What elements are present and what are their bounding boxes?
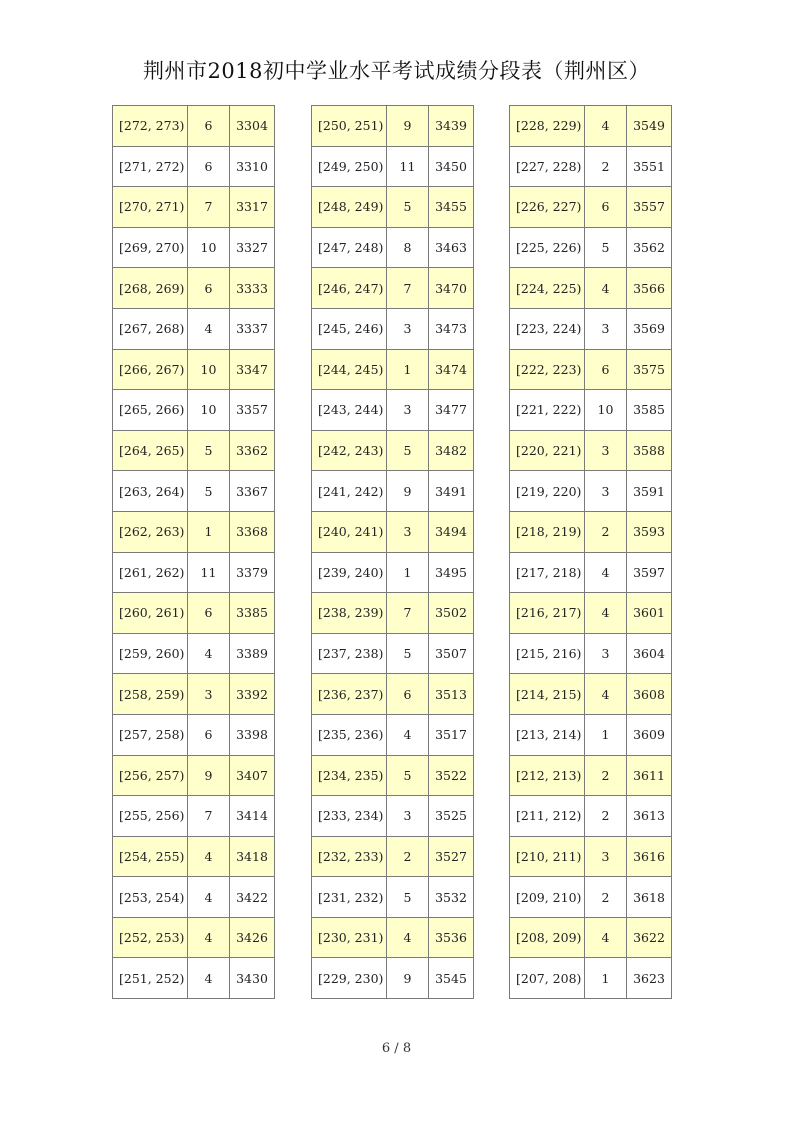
cumulative-cell: 3623 — [627, 958, 672, 999]
cumulative-cell: 3551 — [627, 146, 672, 187]
count-cell: 3 — [387, 796, 429, 837]
score-range-cell: [210, 211) — [510, 836, 585, 877]
table-row — [510, 187, 672, 228]
count-cell: 2 — [585, 796, 627, 837]
score-range-cell: [245, 246) — [312, 308, 387, 349]
count-cell: 1 — [387, 349, 429, 390]
score-range-cell: [225, 226) — [510, 227, 585, 268]
table-row — [312, 106, 474, 147]
table-row — [312, 796, 474, 837]
count-cell: 6 — [188, 593, 230, 634]
score-range-cell: [256, 257) — [113, 755, 188, 796]
score-range-cell: [255, 256) — [113, 796, 188, 837]
count-cell: 7 — [387, 268, 429, 309]
cumulative-cell: 3545 — [429, 958, 474, 999]
cumulative-cell: 3470 — [429, 268, 474, 309]
cumulative-cell: 3618 — [627, 877, 672, 918]
cumulative-cell: 3474 — [429, 349, 474, 390]
cumulative-cell: 3609 — [627, 714, 672, 755]
count-cell: 4 — [188, 836, 230, 877]
table-row — [510, 430, 672, 471]
table-row — [312, 268, 474, 309]
count-cell: 5 — [387, 755, 429, 796]
cumulative-cell: 3601 — [627, 593, 672, 634]
score-range-cell: [234, 235) — [312, 755, 387, 796]
cumulative-cell: 3414 — [230, 796, 275, 837]
score-range-cell: [208, 209) — [510, 917, 585, 958]
count-cell: 4 — [188, 308, 230, 349]
table-row — [113, 674, 275, 715]
score-range-cell: [232, 233) — [312, 836, 387, 877]
cumulative-cell: 3398 — [230, 714, 275, 755]
score-range-cell: [240, 241) — [312, 511, 387, 552]
table-row — [113, 268, 275, 309]
cumulative-cell: 3407 — [230, 755, 275, 796]
score-range-cell: [223, 224) — [510, 308, 585, 349]
cumulative-cell: 3310 — [230, 146, 275, 187]
count-cell: 4 — [585, 106, 627, 147]
score-range-cell: [235, 236) — [312, 714, 387, 755]
cumulative-cell: 3495 — [429, 552, 474, 593]
score-range-cell: [231, 232) — [312, 877, 387, 918]
count-cell: 5 — [387, 430, 429, 471]
table-row — [510, 146, 672, 187]
count-cell: 11 — [188, 552, 230, 593]
table-row — [510, 633, 672, 674]
cumulative-cell: 3385 — [230, 593, 275, 634]
cumulative-cell: 3367 — [230, 471, 275, 512]
count-cell: 11 — [387, 146, 429, 187]
score-table-1 — [112, 105, 275, 999]
count-cell: 3 — [188, 674, 230, 715]
score-range-cell: [222, 223) — [510, 349, 585, 390]
score-range-cell: [243, 244) — [312, 390, 387, 431]
cumulative-cell: 3494 — [429, 511, 474, 552]
table-row — [312, 917, 474, 958]
count-cell: 7 — [188, 796, 230, 837]
count-cell: 1 — [585, 958, 627, 999]
table-row — [312, 146, 474, 187]
table-row — [113, 877, 275, 918]
score-range-cell: [219, 220) — [510, 471, 585, 512]
count-cell: 10 — [188, 390, 230, 431]
score-range-cell: [215, 216) — [510, 633, 585, 674]
count-cell: 4 — [585, 268, 627, 309]
score-range-cell: [242, 243) — [312, 430, 387, 471]
cumulative-cell: 3613 — [627, 796, 672, 837]
table-row — [312, 471, 474, 512]
table-row — [312, 552, 474, 593]
cumulative-cell: 3379 — [230, 552, 275, 593]
table-row — [113, 714, 275, 755]
table-row — [113, 146, 275, 187]
cumulative-cell: 3463 — [429, 227, 474, 268]
count-cell: 8 — [387, 227, 429, 268]
score-range-cell: [238, 239) — [312, 593, 387, 634]
table-row — [312, 755, 474, 796]
table-row — [510, 836, 672, 877]
score-range-cell: [221, 222) — [510, 390, 585, 431]
score-range-cell: [246, 247) — [312, 268, 387, 309]
score-range-cell: [251, 252) — [113, 958, 188, 999]
cumulative-cell: 3491 — [429, 471, 474, 512]
count-cell: 6 — [188, 268, 230, 309]
count-cell: 4 — [585, 593, 627, 634]
count-cell: 3 — [585, 430, 627, 471]
cumulative-cell: 3304 — [230, 106, 275, 147]
count-cell: 6 — [188, 106, 230, 147]
score-range-cell: [253, 254) — [113, 877, 188, 918]
cumulative-cell: 3566 — [627, 268, 672, 309]
score-range-cell: [241, 242) — [312, 471, 387, 512]
table-row — [510, 917, 672, 958]
count-cell: 2 — [387, 836, 429, 877]
table-row — [510, 106, 672, 147]
count-cell: 1 — [387, 552, 429, 593]
table-row — [312, 227, 474, 268]
table-row — [113, 187, 275, 228]
count-cell: 4 — [585, 917, 627, 958]
table-row — [312, 633, 474, 674]
score-range-cell: [213, 214) — [510, 714, 585, 755]
table-row — [312, 430, 474, 471]
count-cell: 6 — [188, 714, 230, 755]
score-range-cell: [272, 273) — [113, 106, 188, 147]
count-cell: 2 — [585, 511, 627, 552]
count-cell: 6 — [387, 674, 429, 715]
table-row — [113, 552, 275, 593]
count-cell: 10 — [188, 227, 230, 268]
cumulative-cell: 3591 — [627, 471, 672, 512]
table-row — [510, 227, 672, 268]
score-range-cell: [237, 238) — [312, 633, 387, 674]
score-range-cell: [252, 253) — [113, 917, 188, 958]
table-row — [113, 430, 275, 471]
cumulative-cell: 3362 — [230, 430, 275, 471]
page-number: 6 / 8 — [381, 1041, 412, 1056]
table-row — [312, 877, 474, 918]
cumulative-cell: 3430 — [230, 958, 275, 999]
table-row — [113, 349, 275, 390]
table-row — [113, 106, 275, 147]
score-range-cell: [264, 265) — [113, 430, 188, 471]
score-range-cell: [220, 221) — [510, 430, 585, 471]
count-cell: 3 — [585, 836, 627, 877]
cumulative-cell: 3507 — [429, 633, 474, 674]
count-cell: 4 — [387, 714, 429, 755]
count-cell: 4 — [188, 633, 230, 674]
cumulative-cell: 3317 — [230, 187, 275, 228]
table-row — [510, 511, 672, 552]
cumulative-cell: 3418 — [230, 836, 275, 877]
table-row — [510, 796, 672, 837]
score-range-cell: [209, 210) — [510, 877, 585, 918]
count-cell: 4 — [387, 917, 429, 958]
count-cell: 1 — [188, 511, 230, 552]
count-cell: 5 — [387, 633, 429, 674]
table-row — [510, 958, 672, 999]
score-range-cell: [226, 227) — [510, 187, 585, 228]
count-cell: 7 — [387, 593, 429, 634]
score-range-cell: [218, 219) — [510, 511, 585, 552]
count-cell: 5 — [387, 877, 429, 918]
count-cell: 2 — [585, 755, 627, 796]
cumulative-cell: 3604 — [627, 633, 672, 674]
score-range-cell: [265, 266) — [113, 390, 188, 431]
cumulative-cell: 3585 — [627, 390, 672, 431]
score-range-cell: [211, 212) — [510, 796, 585, 837]
table-row — [312, 308, 474, 349]
table-row — [312, 674, 474, 715]
table-row — [113, 390, 275, 431]
count-cell: 3 — [585, 471, 627, 512]
table-row — [113, 796, 275, 837]
table-row — [312, 958, 474, 999]
table-row — [113, 471, 275, 512]
count-cell: 10 — [585, 390, 627, 431]
score-table-3 — [509, 105, 672, 999]
table-row — [113, 593, 275, 634]
cumulative-cell: 3426 — [230, 917, 275, 958]
score-range-cell: [250, 251) — [312, 106, 387, 147]
score-range-cell: [263, 264) — [113, 471, 188, 512]
score-range-cell: [269, 270) — [113, 227, 188, 268]
cumulative-cell: 3357 — [230, 390, 275, 431]
score-range-cell: [254, 255) — [113, 836, 188, 877]
score-range-cell: [227, 228) — [510, 146, 585, 187]
table-row — [113, 511, 275, 552]
score-range-cell: [233, 234) — [312, 796, 387, 837]
table-row — [510, 390, 672, 431]
table-row — [510, 755, 672, 796]
table-row — [312, 349, 474, 390]
score-range-cell: [229, 230) — [312, 958, 387, 999]
score-range-cell: [259, 260) — [113, 633, 188, 674]
score-range-cell: [257, 258) — [113, 714, 188, 755]
cumulative-cell: 3527 — [429, 836, 474, 877]
score-range-cell: [239, 240) — [312, 552, 387, 593]
score-range-cell: [236, 237) — [312, 674, 387, 715]
count-cell: 4 — [188, 958, 230, 999]
score-range-cell: [270, 271) — [113, 187, 188, 228]
score-range-cell: [224, 225) — [510, 268, 585, 309]
score-range-cell: [262, 263) — [113, 511, 188, 552]
cumulative-cell: 3588 — [627, 430, 672, 471]
count-cell: 5 — [387, 187, 429, 228]
cumulative-cell: 3536 — [429, 917, 474, 958]
table-row — [113, 836, 275, 877]
score-range-cell: [207, 208) — [510, 958, 585, 999]
count-cell: 4 — [585, 552, 627, 593]
score-range-cell: [248, 249) — [312, 187, 387, 228]
cumulative-cell: 3450 — [429, 146, 474, 187]
cumulative-cell: 3392 — [230, 674, 275, 715]
cumulative-cell: 3569 — [627, 308, 672, 349]
table-row — [312, 593, 474, 634]
table-row — [113, 633, 275, 674]
table-row — [312, 390, 474, 431]
count-cell: 2 — [585, 146, 627, 187]
table-row — [312, 187, 474, 228]
table-row — [510, 471, 672, 512]
count-cell: 9 — [387, 958, 429, 999]
score-range-cell: [244, 245) — [312, 349, 387, 390]
count-cell: 3 — [585, 308, 627, 349]
cumulative-cell: 3562 — [627, 227, 672, 268]
score-range-cell: [212, 213) — [510, 755, 585, 796]
table-row — [113, 917, 275, 958]
cumulative-cell: 3525 — [429, 796, 474, 837]
score-range-cell: [261, 262) — [113, 552, 188, 593]
score-range-cell: [249, 250) — [312, 146, 387, 187]
count-cell: 5 — [188, 471, 230, 512]
cumulative-cell: 3439 — [429, 106, 474, 147]
count-cell: 6 — [188, 146, 230, 187]
score-range-cell: [247, 248) — [312, 227, 387, 268]
cumulative-cell: 3455 — [429, 187, 474, 228]
cumulative-cell: 3597 — [627, 552, 672, 593]
cumulative-cell: 3616 — [627, 836, 672, 877]
cumulative-cell: 3608 — [627, 674, 672, 715]
cumulative-cell: 3522 — [429, 755, 474, 796]
table-row — [510, 308, 672, 349]
cumulative-cell: 3337 — [230, 308, 275, 349]
cumulative-cell: 3389 — [230, 633, 275, 674]
table-row — [510, 349, 672, 390]
count-cell: 2 — [585, 877, 627, 918]
score-range-cell: [266, 267) — [113, 349, 188, 390]
cumulative-cell: 3502 — [429, 593, 474, 634]
count-cell: 4 — [188, 917, 230, 958]
score-range-cell: [216, 217) — [510, 593, 585, 634]
table-row — [312, 714, 474, 755]
count-cell: 4 — [188, 877, 230, 918]
cumulative-cell: 3422 — [230, 877, 275, 918]
score-range-cell: [258, 259) — [113, 674, 188, 715]
table-row — [113, 308, 275, 349]
table-row — [312, 511, 474, 552]
table-row — [510, 268, 672, 309]
count-cell: 1 — [585, 714, 627, 755]
cumulative-cell: 3611 — [627, 755, 672, 796]
count-cell: 9 — [387, 471, 429, 512]
count-cell: 4 — [585, 674, 627, 715]
page-title: 荆州市2018初中学业水平考试成绩分段表（荆州区） — [143, 59, 650, 83]
cumulative-cell: 3482 — [429, 430, 474, 471]
score-range-cell: [260, 261) — [113, 593, 188, 634]
cumulative-cell: 3575 — [627, 349, 672, 390]
count-cell: 9 — [188, 755, 230, 796]
count-cell: 10 — [188, 349, 230, 390]
count-cell: 6 — [585, 349, 627, 390]
count-cell: 9 — [387, 106, 429, 147]
count-cell: 7 — [188, 187, 230, 228]
count-cell: 6 — [585, 187, 627, 228]
count-cell: 5 — [188, 430, 230, 471]
count-cell: 3 — [387, 308, 429, 349]
count-cell: 3 — [387, 511, 429, 552]
cumulative-cell: 3368 — [230, 511, 275, 552]
count-cell: 5 — [585, 227, 627, 268]
cumulative-cell: 3333 — [230, 268, 275, 309]
cumulative-cell: 3327 — [230, 227, 275, 268]
table-row — [312, 836, 474, 877]
count-cell: 3 — [387, 390, 429, 431]
table-row — [510, 552, 672, 593]
table-row — [113, 958, 275, 999]
score-range-cell: [268, 269) — [113, 268, 188, 309]
table-row — [113, 227, 275, 268]
cumulative-cell: 3517 — [429, 714, 474, 755]
score-range-cell: [271, 272) — [113, 146, 188, 187]
cumulative-cell: 3622 — [627, 917, 672, 958]
table-row — [510, 593, 672, 634]
cumulative-cell: 3513 — [429, 674, 474, 715]
cumulative-cell: 3557 — [627, 187, 672, 228]
cumulative-cell: 3347 — [230, 349, 275, 390]
table-row — [510, 714, 672, 755]
table-row — [510, 674, 672, 715]
cumulative-cell: 3477 — [429, 390, 474, 431]
cumulative-cell: 3532 — [429, 877, 474, 918]
score-range-cell: [267, 268) — [113, 308, 188, 349]
score-table-2 — [311, 105, 474, 999]
count-cell: 3 — [585, 633, 627, 674]
score-range-cell: [230, 231) — [312, 917, 387, 958]
score-range-cell: [214, 215) — [510, 674, 585, 715]
cumulative-cell: 3593 — [627, 511, 672, 552]
table-row — [510, 877, 672, 918]
score-range-cell: [217, 218) — [510, 552, 585, 593]
table-row — [113, 755, 275, 796]
cumulative-cell: 3473 — [429, 308, 474, 349]
cumulative-cell: 3549 — [627, 106, 672, 147]
score-range-cell: [228, 229) — [510, 106, 585, 147]
